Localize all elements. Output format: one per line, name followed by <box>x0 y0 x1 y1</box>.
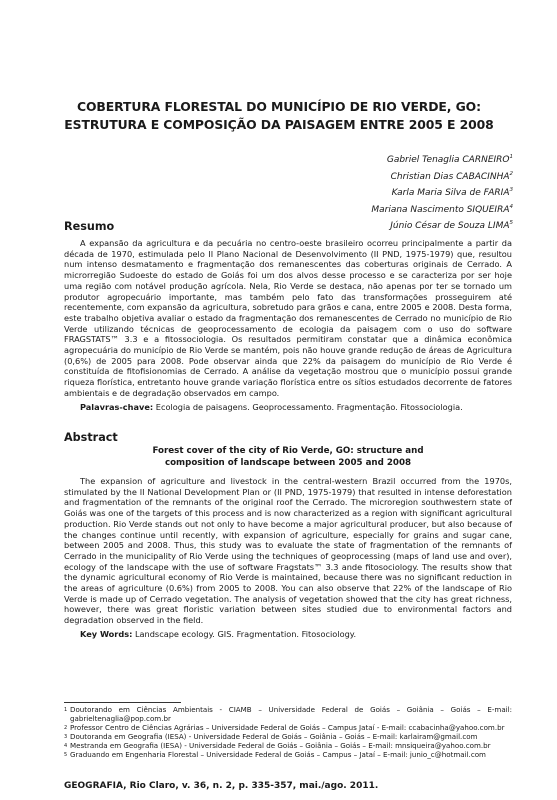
author-mark: 4 <box>509 203 513 210</box>
footnotes <box>64 706 512 759</box>
author-name: Karla Maria Silva de FARIA <box>391 188 510 198</box>
author <box>371 168 513 185</box>
abstract-title <box>64 446 512 469</box>
author-mark: 1 <box>509 154 513 160</box>
author-mark: 5 <box>509 220 513 226</box>
footnote-text: Doutoranda em Geografia (IESA) - Universidade Federal de Goiás – Goiânia – Goiás – E-mail: karlairam@gmail.com <box>70 731 478 741</box>
keywords-text: Landscape ecology. GIS. Fragmentation. Fitosociology. <box>134 628 357 639</box>
author <box>371 201 513 218</box>
author-name: Júnio César de Souza LIMA <box>390 221 510 231</box>
journal-footer: GEOGRAFIA, Rio Claro, v. 36, n. 2, p. 335-357, mai./ago. 2011. <box>64 781 379 791</box>
footnote <box>64 751 512 760</box>
resumo-heading: Resumo <box>64 220 115 233</box>
footnote-text: Professor Centro de Ciências Agrárias – Universidade Federal de Goiás – Campus Jataí - E-mail: ccabacinha@yahoo.com.br <box>70 722 505 732</box>
author-mark: 3 <box>509 187 513 193</box>
resumo-text: A expansão da agricultura e da pecuária no centro-oeste brasileiro ocorreu principalmente a partir da década de 1970, estimulada pelo II Plano Nacional de Desenvolvimento (II PND, 1975-1979) que, resultou num intenso desmatamento e fragmentação dos remanescentes das coberturas originais de Cerrado. A microrregião Sudoeste do estado de Goiás foi um dos alvos desse processo e se caracteriza por ser hoje uma região com notável produção agrícola. Nela, Rio Verde se destaca, não apenas por ter se tornado um produtor agropecuário importante, mas também pelo fato das transformações prosseguirem até recentemente, com expansão da agricultura, sobretudo para grãos e cana, entre 2005 e 2008. Desta forma, este trabalho objetiva avaliar o estado da fragmentação dos remanescentes de Cerrado no município de Rio Verde utilizando técnicas de geoprocessamento de ecologia da paisagem com o uso do software FRAGSTATS™ 3.3 e a fitossociologia. Os resultados permitiram constatar que a dinâmica econômica agropecuária do município de Rio Verde se mantém, pois não houve grande redução de áreas de Agricultura (0,6%) de 2005 para 2008. Pode observar ainda que 22% da paisagem do município de Rio Verde é constituída de fitofisionomias de Cerrado. A análise da vegetação mostrou que o município possui grande riqueza florística, entretanto houve grande variação florística entre os sítios estudados decorrente de fatores ambientais e de degradação observados em campo. <box>64 238 512 398</box>
footnote-mark: 3 <box>64 733 68 740</box>
title-line-2: ESTRUTURA E COMPOSIÇÃO DA PAISAGEM ENTRE 2005 E 2008 <box>64 117 494 132</box>
keywords-label: Palavras-chave: <box>80 401 154 412</box>
footnote-text: Doutorando em Ciências Ambientais - CIAMB – Universidade Federal de Goiás – Goiânia – Goiás – E-mail: gabrieltenaglia@pop.com.br <box>70 705 512 723</box>
footnote <box>64 706 512 724</box>
abstract-heading: Abstract <box>64 431 118 444</box>
author-name: Christian Dias CABACINHA <box>390 171 510 182</box>
footnote-divider <box>64 702 181 703</box>
title-line-1: COBERTURA FLORESTAL DO MUNICÍPIO DE RIO VERDE, GO: <box>77 99 481 114</box>
abstract-section <box>64 476 512 640</box>
keywords-label: Key Words: <box>80 628 133 639</box>
author-name: Gabriel Tenaglia CARNEIRO <box>386 155 510 165</box>
author-mark: 2 <box>509 170 513 177</box>
footnote-text: Graduando em Engenharia Florestal – Universidade Federal de Goiás – Campus – Jataí – E-mail: junio_c@hotmail.com <box>70 749 486 759</box>
footnote-mark: 1 <box>64 707 68 713</box>
article-title <box>64 98 494 134</box>
resumo-keywords <box>64 402 512 413</box>
author <box>371 184 513 201</box>
author-name: Mariana Nascimento SIQUEIRA <box>371 204 510 215</box>
author <box>371 151 513 168</box>
abstract-title-line-1: Forest cover of the city of Rio Verde, GO: structure and <box>152 446 424 456</box>
resumo-section <box>64 238 512 412</box>
keywords-text: Ecologia de paisagens. Geoprocessamento. Fragmentação. Fitossociologia. <box>155 401 463 412</box>
author-list <box>371 151 513 234</box>
footnote-mark: 4 <box>64 742 68 749</box>
abstract-keywords <box>64 629 512 640</box>
author <box>371 217 513 234</box>
abstract-title-line-2: composition of landscape between 2005 and 2008 <box>164 457 412 468</box>
footnote-text: Mestranda em Geografia (IESA) - Universidade Federal de Goiás – Goiânia – Goiás – E-mail: mnsiqueira@yahoo.com.br <box>70 740 491 750</box>
abstract-text: The expansion of agriculture and livestock in the central-western Brazil occurred from the 1970s, stimulated by the II National Development Plan or (II PND, 1975-1979) that resulted in intense deforestation and fragmentation of the remnants of the original roof the Cerrado. The microregion southwestern state of Goiás was one of the targets of this process and is now characterized as a region with significant agricultural production. Rio Verde stands out not only to have become a major agricultural producer, but also because of the changes continue until recently, with expansion of agriculture, especially for grains and sugar cane, between 2005 and 2008. Thus, this study was to evaluate the state of fragmentation of the remnants of Cerrado in the municipality of Rio Verde using the techniques of geoprocessing (maps of land use and over), ecology of the landscape with the use of software Fragstats™ 3.3 ande fitosociology. The results show that the dynamic agricultural economy of Rio Verde is maintained, because there was no significant reduction in the areas of agriculture (0.6%) from 2005 to 2008. You can also observe that 22% of the landscape of Rio Verde is made up of Cerrado vegetation. The analysis of vegetation showed that the city has great richness, however, there was great floristic variation between sites studied due to environmental factors and degradation observed in the field. <box>64 476 512 626</box>
footnote-mark: 5 <box>64 751 68 758</box>
footnote-mark: 2 <box>64 724 68 731</box>
